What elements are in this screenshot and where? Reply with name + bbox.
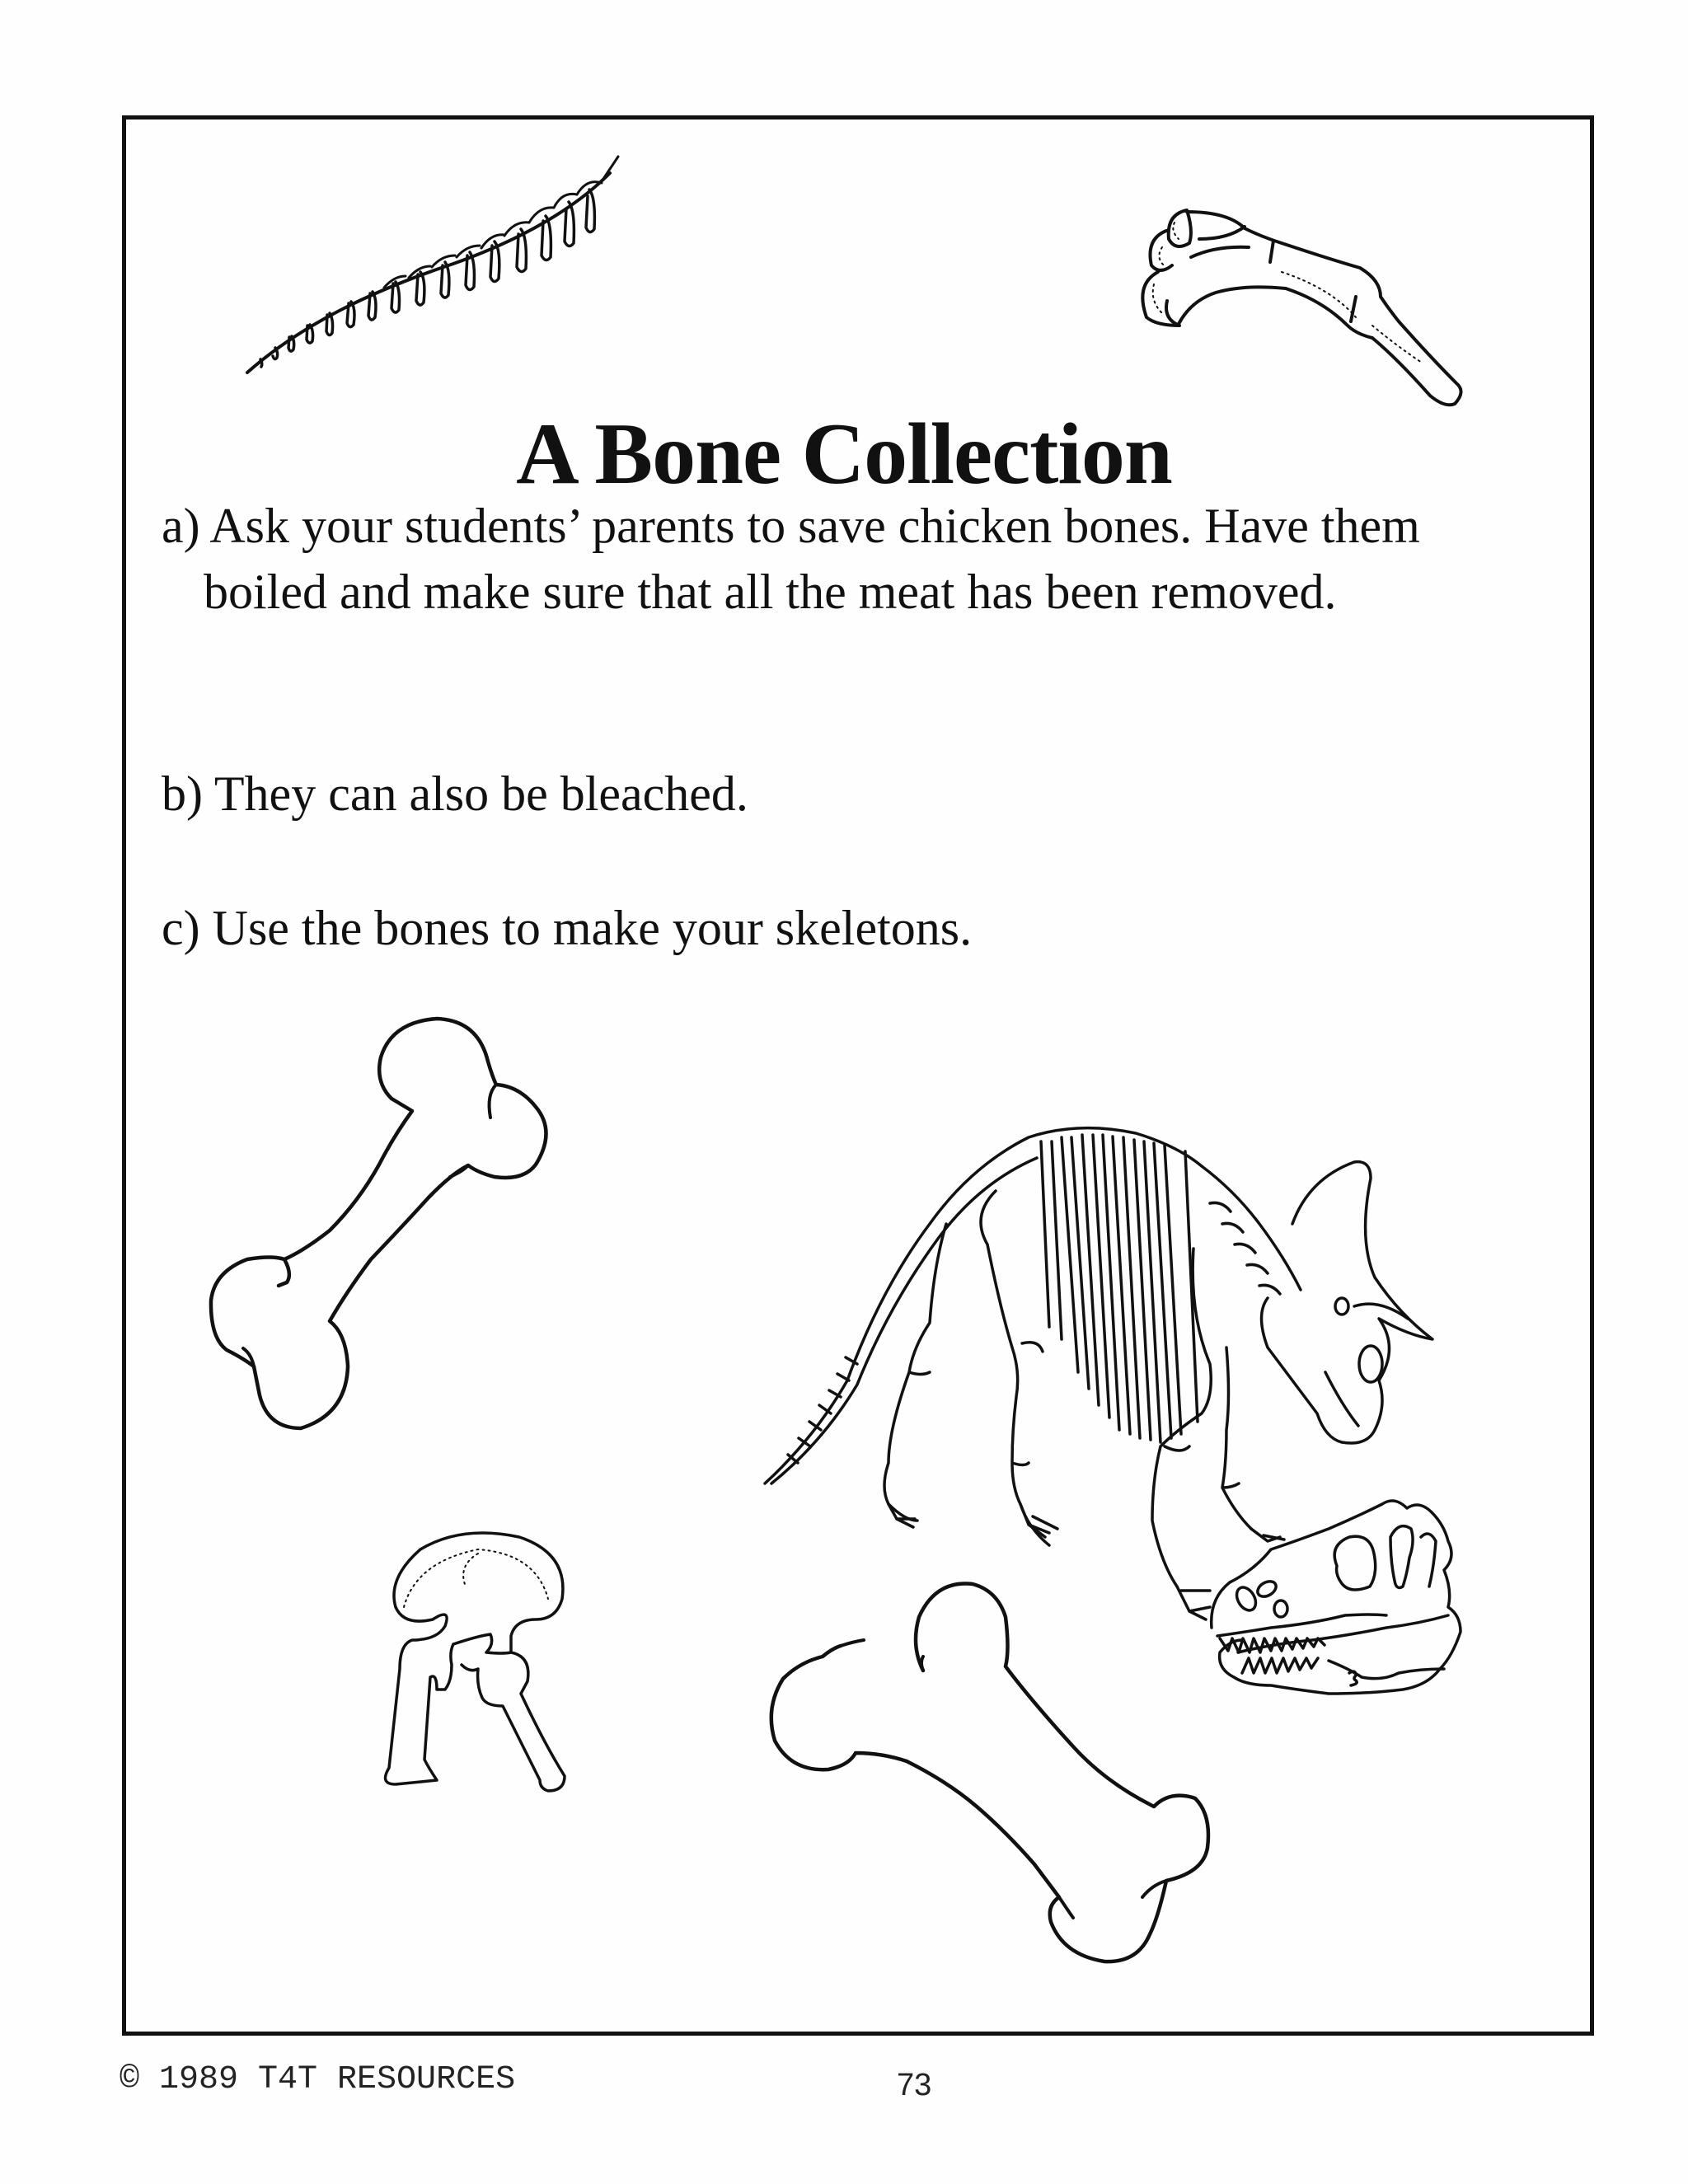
pelvis-bones-icon [379,1529,569,1791]
instruction-c-text: Use the bones to make your skeletons. [212,901,973,955]
page-number: 73 [897,2068,932,2102]
instruction-a-marker: a) [162,499,200,553]
instruction-b [162,761,1513,827]
instruction-a-text: Ask your students’ parents to save chicken bones. Have them boiled and make sure that all the meat has been removed. [204,499,1420,619]
instruction-c-marker: c) [162,901,200,955]
page-title: A Bone Collection [516,405,1172,503]
copyright-notice: © 1989 T4T RESOURCES [120,2061,516,2098]
small-bone-icon [758,1568,1203,1967]
tail-vertebrae-icon [239,157,635,387]
dinosaur-skull-icon [1205,1492,1473,1706]
instruction-b-marker: b) [162,766,203,821]
large-bone-icon [206,1012,610,1434]
instruction-b-text: They can also be bleached. [213,766,748,821]
dinosaur-claw-icon [1142,202,1471,379]
instruction-a [162,493,1555,625]
instruction-c [162,895,1513,961]
